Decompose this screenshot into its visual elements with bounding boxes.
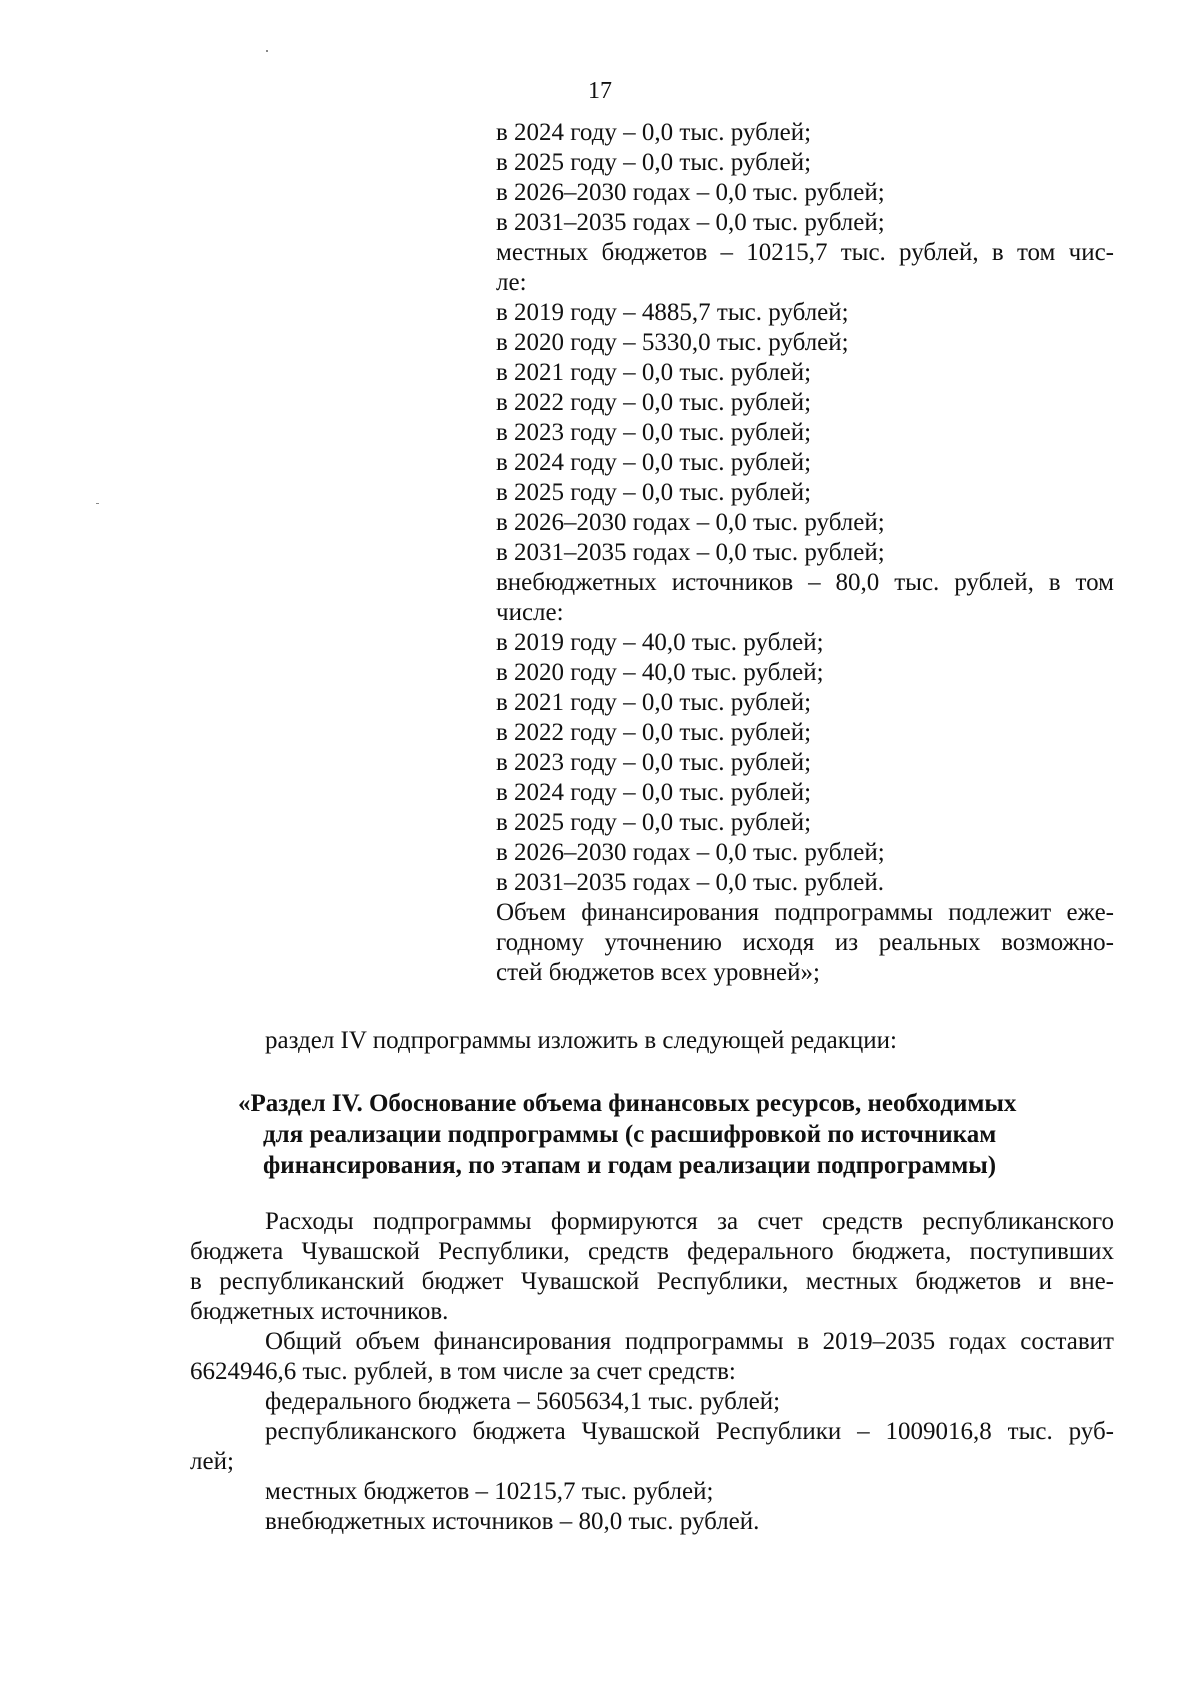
funding-line: в 2025 году – 0,0 тыс. рублей; (496, 149, 812, 176)
funding-line: в 2024 году – 0,0 тыс. рублей; (496, 119, 812, 146)
funding-line: в 2025 году – 0,0 тыс. рублей; (496, 479, 812, 506)
source-local: местных бюджетов – 10215,7 тыс. рублей; (265, 1478, 714, 1505)
funding-line: в 2026–2030 годах – 0,0 тыс. рублей; (496, 509, 885, 536)
funding-line: местных бюджетов – 10215,7 тыс. рублей, в том чис- (496, 239, 1114, 266)
source-republican-continued: лей; (190, 1448, 234, 1475)
funding-line: Объем финансирования подпрограммы подлежит еже- (496, 899, 1114, 926)
funding-breakdown-block (496, 118, 1114, 988)
source-federal: федерального бюджета – 5605634,1 тыс. рублей; (265, 1388, 781, 1415)
section-heading-line: «Раздел IV. Обоснование объема финансовых ресурсов, необходимых (238, 1090, 1017, 1117)
funding-line: в 2024 году – 0,0 тыс. рублей; (496, 449, 812, 476)
funding-line: в 2021 году – 0,0 тыс. рублей; (496, 359, 812, 386)
section-heading-line: финансирования, по этапам и годам реализации подпрограммы) (263, 1152, 997, 1179)
instruction-line: раздел IV подпрограммы изложить в следующей редакции: (265, 1027, 897, 1054)
funding-line: в 2023 году – 0,0 тыс. рублей; (496, 749, 812, 776)
source-republican: республиканского бюджета Чувашской Республики – 1009016,8 тыс. руб- (265, 1418, 1114, 1445)
paragraph-line: 6624946,6 тыс. рублей, в том числе за счет средств: (190, 1358, 736, 1385)
funding-line: в 2025 году – 0,0 тыс. рублей; (496, 809, 812, 836)
funding-line: в 2022 году – 0,0 тыс. рублей; (496, 719, 812, 746)
funding-line: числе: (496, 599, 564, 626)
funding-line: в 2019 году – 40,0 тыс. рублей; (496, 629, 824, 656)
funding-line: в 2021 году – 0,0 тыс. рублей; (496, 689, 812, 716)
scan-speck (96, 503, 99, 504)
funding-sources-list (190, 1387, 1114, 1537)
funding-line: в 2020 году – 5330,0 тыс. рублей; (496, 329, 849, 356)
funding-line: годному уточнению исходя из реальных возможно- (496, 929, 1114, 956)
funding-line: в 2020 году – 40,0 тыс. рублей; (496, 659, 824, 686)
scan-speck (266, 50, 268, 52)
section-heading-line: для реализации подпрограммы (с расшифровкой по источникам (263, 1121, 997, 1148)
funding-line: ле: (496, 269, 527, 296)
funding-line: внебюджетных источников – 80,0 тыс. рублей, в том (496, 569, 1114, 596)
funding-line: в 2026–2030 годах – 0,0 тыс. рублей; (496, 179, 885, 206)
funding-line: в 2026–2030 годах – 0,0 тыс. рублей; (496, 839, 885, 866)
funding-line: в 2031–2035 годах – 0,0 тыс. рублей; (496, 209, 885, 236)
funding-line: в 2019 году – 4885,7 тыс. рублей; (496, 299, 849, 326)
instruction-text (265, 1026, 1115, 1056)
funding-line: в 2031–2035 годах – 0,0 тыс. рублей. (496, 869, 884, 896)
paragraph-line: в республиканский бюджет Чувашской Республики, местных бюджетов и вне- (190, 1268, 1114, 1295)
paragraph-total-volume (190, 1327, 1114, 1387)
page-number: 17 (588, 78, 612, 104)
funding-line: в 2023 году – 0,0 тыс. рублей; (496, 419, 812, 446)
source-extrabudgetary: внебюджетных источников – 80,0 тыс. рублей. (265, 1508, 760, 1535)
paragraph-line: бюджета Чувашской Республики, средств федерального бюджета, поступивших (190, 1238, 1114, 1265)
funding-line: в 2022 году – 0,0 тыс. рублей; (496, 389, 812, 416)
paragraph-line: Расходы подпрограммы формируются за счет средств республиканского (265, 1208, 1114, 1235)
paragraph-expenses (190, 1207, 1114, 1327)
funding-line: в 2024 году – 0,0 тыс. рублей; (496, 779, 812, 806)
section-heading (190, 1088, 1114, 1181)
paragraph-line: бюджетных источников. (190, 1298, 449, 1325)
funding-line: стей бюджетов всех уровней»; (496, 959, 820, 986)
paragraph-line: Общий объем финансирования подпрограммы в 2019–2035 годах составит (265, 1328, 1114, 1355)
funding-line: в 2031–2035 годах – 0,0 тыс. рублей; (496, 539, 885, 566)
